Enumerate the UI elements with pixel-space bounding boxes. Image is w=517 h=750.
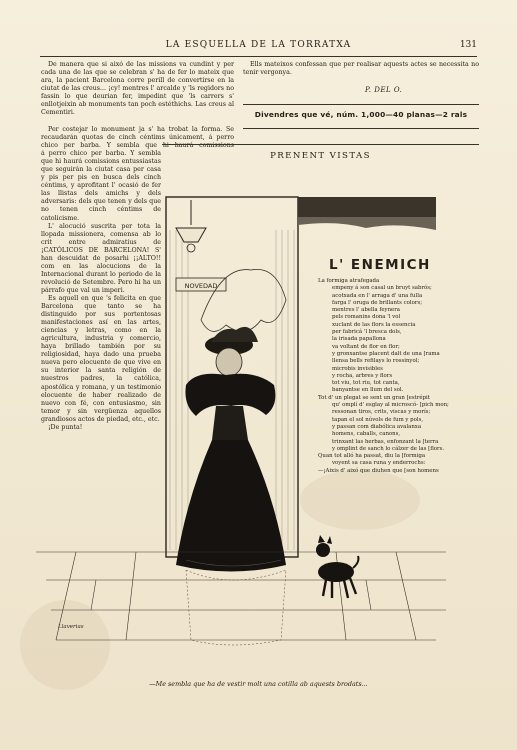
right-column-text — [243, 61, 479, 77]
advertisement: Divendres que vé, núm. 1,000—40 planas—2 rals — [254, 110, 468, 119]
artist-signature: Llaverias — [58, 624, 84, 630]
dog-figure — [316, 535, 358, 598]
poem-line: microbis invisibles — [332, 365, 383, 372]
poem-line: trinxant las herbas, enfonzant la [terra — [332, 438, 439, 445]
wall-lamp — [176, 200, 206, 252]
woman-head — [216, 348, 242, 376]
poem-line: y rocha, arbres y flors — [332, 372, 393, 379]
poem-line: La formiga atrafegada — [318, 278, 380, 284]
page-header — [40, 40, 477, 54]
poem-line: —¡Aixis d' aixó que diuhen que [son homens — [318, 467, 439, 474]
shop-sign: NOVEDAD — [184, 282, 218, 290]
awning-shadow — [298, 217, 436, 230]
paragraph: Per costejar lo monument ja s' ha trobat la forma. Se recaudarán quotas de cinch céntims únicament, á perro chico per barba. Y sembla que hi haurá comissions — [41, 126, 234, 150]
poem-line: tot viu, tot riu, tot canta, — [332, 380, 400, 387]
poem-line: xuclant de las flors la essencia — [332, 321, 416, 328]
section-rule — [162, 144, 479, 145]
paragraph: Es aquell en que 's felicita en que Barcelona que tanto se ha distinguido por sus portentosas manifestaciones así en las artes, ciencias y letras, como en la agricultura, industria y comercio, haya brillado también por su religiosidad, haya dado una prueba nueva pero elocuente de que vive en su interior la santa religión de nuestros padres, la católica, apostólica y romana, y un testimonio elocuente de haber realizado de nuevo con fé, con entusiasmo, sin temor y sin vergüenza aquellos grandiosos actos de piedad, etc., etc. — [41, 294, 161, 423]
poem-line: ressonan tiros, crits, viscas y morís; — [332, 409, 431, 416]
paragraph: ¡De punta! — [48, 423, 83, 431]
paragraph: á perro chico per barba. Y sembla que hi haurá comissions entussiastas que seguirán la ciutat casa per casa y pis per pis en busca dels cinch céntims, y aprofitant l' ocasió de fer las llistas dels amichs y dels adversaris: dels que tenen y dels que no tenen cinch céntims de catolicisme. — [41, 150, 161, 222]
poem-line: Quan tot alló ha passat, diu la [formiga — [318, 453, 426, 460]
woman-figure — [176, 327, 286, 572]
poem-line: qu' omplí d' esglay al microscó- [pich mon; — [332, 402, 449, 409]
poem-line: acotxada en l' arraga d' una fulla — [332, 292, 423, 299]
illustration-caption: —Me sembla que ha de vestir molt una cotilla ab aquests brodats... — [149, 680, 368, 688]
poem-text — [318, 278, 449, 475]
paragraph: L' alocució suscrita per tota la llopada missionera, comensa ab lo crit entre admiratius de ¡CATÓLICOS DE BARCELONA! S' han descuidat de posarhi ¡¡ALTO!! com en las alocucions de la Internacional durant lo periodo de la revolució de Setembre. Pero hi ha un párrafo que val un imperi. — [41, 222, 161, 294]
poem-line: voyent sa casa runa y enderrochs: — [332, 460, 426, 467]
illustration-title: PRENENT VISTAS — [270, 151, 371, 161]
poem-line: la irisada papallona — [332, 336, 386, 343]
poem-line: tapan el sol núvols de fum y pols, — [332, 416, 424, 423]
figure-reflection — [186, 570, 286, 645]
poem-line: mentres l' abella feynera — [332, 307, 401, 314]
author-signature: P. DEL O. — [365, 86, 403, 94]
poem-line: llensa bells refilays lo rossinyol; — [332, 358, 420, 365]
poem-line: pels romanins dona 'l vol — [332, 314, 401, 321]
poem-line: homens, caballs, canons, — [332, 431, 401, 438]
poem-line: va voltant de flor en flor; — [332, 343, 400, 350]
shop-awning — [298, 197, 436, 217]
advert-border-bottom — [243, 128, 479, 129]
poem-title: L' ENEMICH — [329, 257, 431, 273]
publication-title: LA ESQUELLA DE LA TORRATXA — [165, 40, 352, 50]
poem-line: banyantse en llum del sol. — [332, 387, 404, 394]
poem-line: farga l' oruga de brillants colors; — [332, 299, 423, 306]
paragraph: De manera que si aixó de las missions va cundint y per cada una de las que se celebran s' ha de fer lo mateix que ara, la pacient Barcelona corre perill de convertirse en la ciutat de las creus... ¡cy! mentres l' arcalde y 'ls regidors no fassin lo que deurian fer, impedint que 'ls carrers s' enllotjeixin ab monuments tan poch estéthichs. Las creus al Cementiri. — [41, 61, 234, 117]
poem-line: y gronxantse placent dalt de una [rama — [332, 350, 440, 357]
paragraph-intro — [41, 126, 234, 150]
poem-line: Tot d' un plegat se sent un gran [estrépit — [318, 394, 430, 401]
header-rule — [40, 56, 477, 57]
page-number: 131 — [459, 40, 477, 50]
poem-line: y passan com diabólica avalanxa — [332, 423, 422, 430]
left-column-text — [41, 126, 234, 150]
poem-line: y omplint de sanch lo cálzer de las [flors. — [332, 445, 445, 452]
paragraph: Ells mateixos confessan que per realisar aquests actes se necessita no tenir vergonya. — [243, 61, 479, 77]
advert-border-top — [243, 104, 479, 105]
woman-bodice — [212, 406, 248, 440]
poem-line: per fabricá 'l bresca dols, — [332, 329, 402, 336]
poem-line: empeny á son casal un bruyt sabrós; — [332, 285, 432, 292]
left-column-text — [41, 61, 234, 117]
